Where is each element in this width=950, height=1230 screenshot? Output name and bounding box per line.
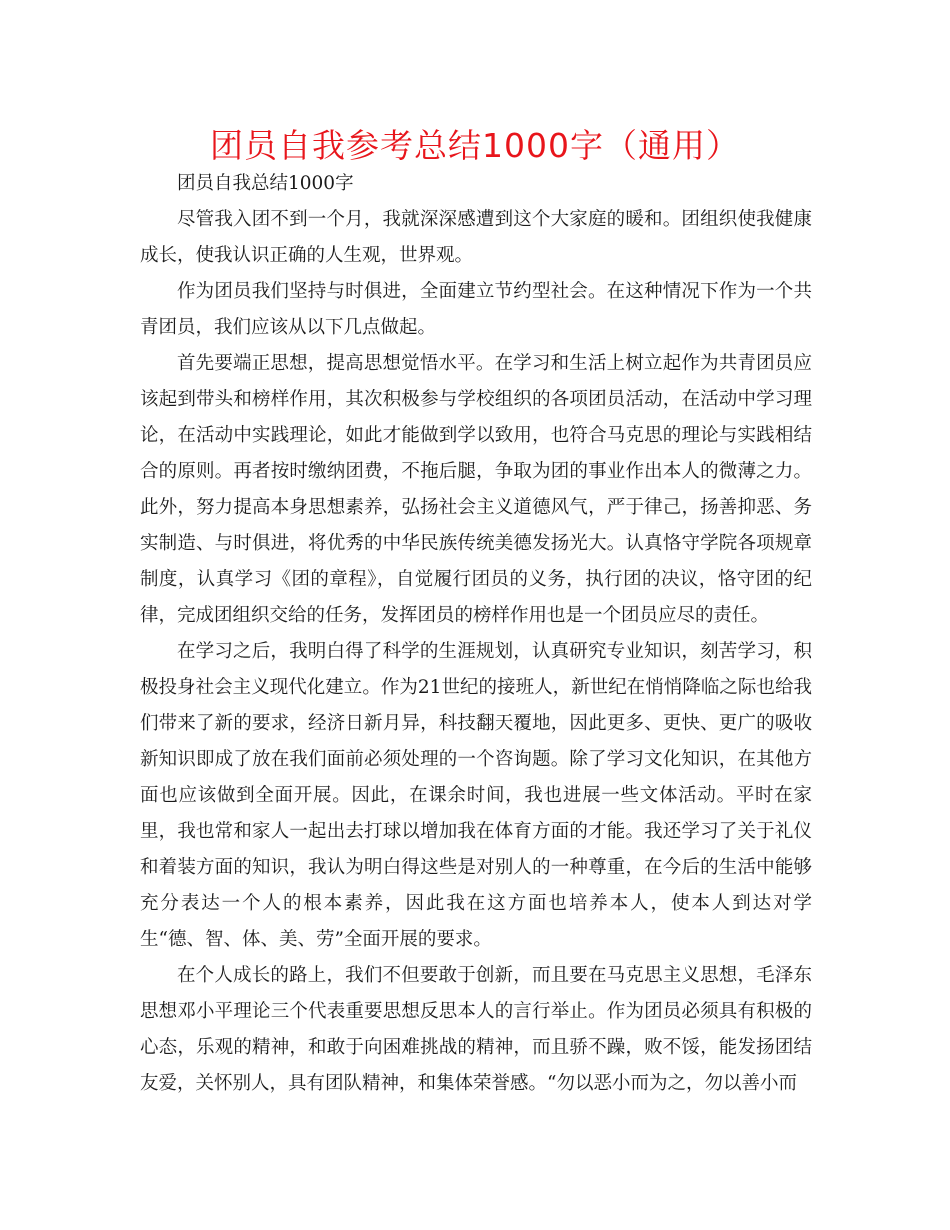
paragraph: 作为团员我们坚持与时俱进，全面建立节约型社会。在这种情况下作为一个共青团员，我们应该从以下几点做起。 (140, 281, 812, 338)
document-subtitle: 团员自我总结1000字 (177, 173, 354, 194)
paragraph: 在个人成长的路上，我们不但要敢于创新，而且要在马克思主义思想，毛泽东思想邓小平理论三个代表重要思想反思本人的言行举止。作为团员必须具有积极的心态，乐观的精神，和敢于向困难挑战的精神，而且骄不躁，败不馁，能发扬团结友爱，关怀别人，具有团队精神，和集体荣誉感。“勿以恶小而为之，勿以善小而 (140, 965, 812, 1094)
paragraph: 尽管我入团不到一个月，我就深深感遭到这个大家庭的暖和。团组织使我健康成长，使我认识正确的人生观，世界观。 (140, 209, 812, 266)
paragraph: 在学习之后，我明白得了科学的生涯规划，认真研究专业知识，刻苦学习，积极投身社会主义现代化建立。作为21世纪的接班人，新世纪在悄悄降临之际也给我们带来了新的要求，经济日新月异，科技翻天覆地，因此更多、更快、更广的吸收新知识即成了放在我们面前必须处理的一个咨询题。除了学习文化知识，在其他方面也应该做到全面开展。因此，在课余时间，我也进展一些文体活动。平时在家里，我也常和家人一起出去打球以增加我在体育方面的才能。我还学习了关于礼仪和着装方面的知识，我认为明白得这些是对别人的一种尊重，在今后的生活中能够充分表达一个人的根本素养，因此我在这方面也培养本人，使本人到达对学生“德、智、体、美、劳”全面开展的要求。 (140, 641, 812, 950)
document-title: 团员自我参考总结1000字（通用） (210, 126, 740, 165)
document-body (140, 166, 812, 1102)
paragraph: 首先要端正思想，提高思想觉悟水平。在学习和生活上树立起作为共青团员应该起到带头和榜样作用，其次积极参与学校组织的各项团员活动，在活动中学习理论，在活动中实践理论，如此才能做到学以致用，也符合马克思的理论与实践相结合的原则。再者按时缴纳团费，不拖后腿，争取为团的事业作出本人的微薄之力。此外，努力提高本身思想素养，弘扬社会主义道德风气，严于律己，扬善抑恶、务实制造、与时俱进，将优秀的中华民族传统美德发扬光大。认真恪守学院各项规章制度，认真学习《团的章程》，自觉履行团员的义务，执行团的决议，恪守团的纪律，完成团组织交给的任务，发挥团员的榜样作用也是一个团员应尽的责任。 (140, 353, 812, 626)
